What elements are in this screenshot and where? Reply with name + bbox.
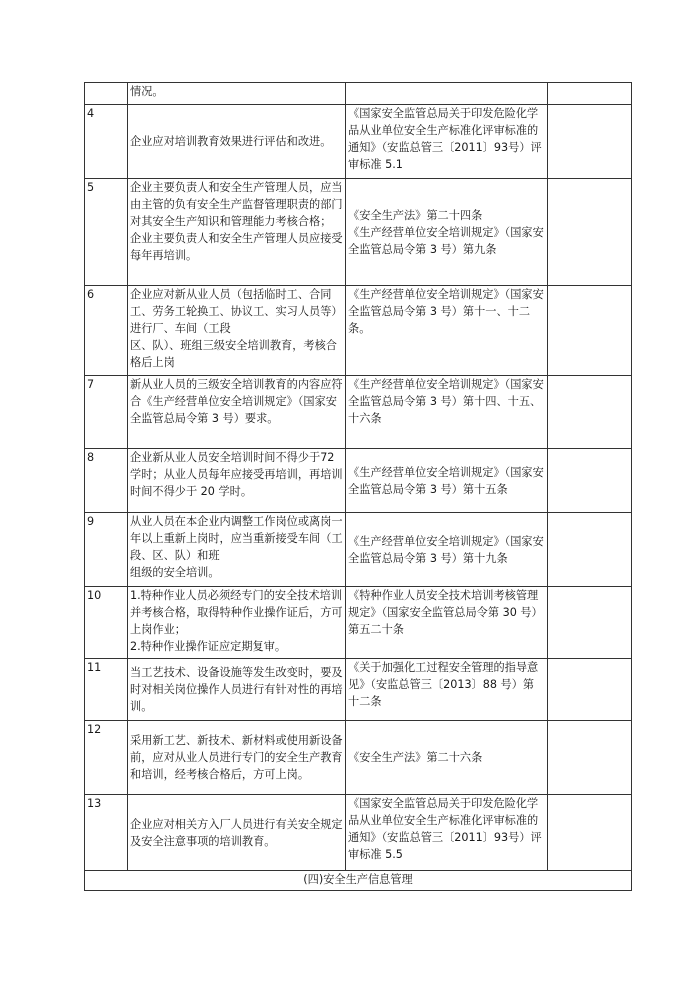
table-row bbox=[85, 721, 632, 795]
remark-cell bbox=[548, 376, 632, 449]
table-row bbox=[85, 795, 632, 871]
requirement-cell: 当工艺技术、设备设施等发生改变时，要及时对相关岗位操作人员进行有针对性的再培训。 bbox=[128, 659, 346, 721]
requirement-cell: 企业应对培训教育效果进行评估和改进。 bbox=[128, 105, 346, 179]
row-number: 4 bbox=[85, 105, 128, 179]
basis-cell: 《特种作业人员安全技术培训考核管理规定》（国家安全监管总局令第 30 号）第五二十条 bbox=[346, 587, 548, 659]
regulation-table bbox=[84, 82, 632, 891]
table-row bbox=[85, 587, 632, 659]
remark-cell bbox=[548, 659, 632, 721]
requirement-cell: 新从业人员的三级安全培训教育的内容应符合《生产经营单位安全培训规定》（国家安全监管总局令第 3 号）要求。 bbox=[128, 376, 346, 449]
remark-cell bbox=[548, 286, 632, 376]
row-number bbox=[85, 83, 128, 105]
remark-cell bbox=[548, 587, 632, 659]
row-number: 5 bbox=[85, 179, 128, 286]
basis-cell: 《生产经营单位安全培训规定》（国家安全监管总局令第 3 号）第十五条 bbox=[346, 449, 548, 513]
remark-cell bbox=[548, 449, 632, 513]
basis-cell: 《生产经营单位安全培训规定》（国家安全监管总局令第 3 号）第十九条 bbox=[346, 513, 548, 587]
remark-cell bbox=[548, 83, 632, 105]
basis-cell: 《安全生产法》第二十四条 《生产经营单位安全培训规定》（国家安全监管总局令第 3 号）第九条 bbox=[346, 179, 548, 286]
table-row bbox=[85, 83, 632, 105]
remark-cell bbox=[548, 721, 632, 795]
table-row bbox=[85, 449, 632, 513]
basis-cell: 《生产经营单位安全培训规定》（国家安全监管总局令第 3 号）第十四、十五、十六条 bbox=[346, 376, 548, 449]
requirement-cell: 采用新工艺、新技术、新材料或使用新设备前，应对从业人员进行专门的安全生产教育和培训，经考核合格后，方可上岗。 bbox=[128, 721, 346, 795]
row-number: 11 bbox=[85, 659, 128, 721]
requirement-cell: 企业新从业人员安全培训时间不得少于72 学时；从业人员每年应接受再培训，再培训时间不得少于 20 学时。 bbox=[128, 449, 346, 513]
row-number: 12 bbox=[85, 721, 128, 795]
basis-cell: 《国家安全监管总局关于印发危险化学品从业单位安全生产标准化评审标准的通知》（安监总管三〔2011〕93号）评审标准 5.5 bbox=[346, 795, 548, 871]
remark-cell bbox=[548, 105, 632, 179]
table-row bbox=[85, 179, 632, 286]
row-number: 7 bbox=[85, 376, 128, 449]
section-row bbox=[85, 871, 632, 891]
row-number: 13 bbox=[85, 795, 128, 871]
row-number: 8 bbox=[85, 449, 128, 513]
requirement-cell: 企业主要负责人和安全生产管理人员，应当由主管的负有安全生产监督管理职责的部门对其安全生产知识和管理能力考核合格； 企业主要负责人和安全生产管理人员应接受每年再培训。 bbox=[128, 179, 346, 286]
row-number: 9 bbox=[85, 513, 128, 587]
requirement-cell: 从业人员在本企业内调整工作岗位或离岗一年以上重新上岗时，应当重新接受车间（工段、区、队）和班 组级的安全培训。 bbox=[128, 513, 346, 587]
basis-cell: 《关于加强化工过程安全管理的指导意见》（安监总管三〔2013〕88 号）第十二条 bbox=[346, 659, 548, 721]
table-row bbox=[85, 376, 632, 449]
remark-cell bbox=[548, 513, 632, 587]
basis-cell: 《国家安全监管总局关于印发危险化学品从业单位安全生产标准化评审标准的通知》（安监总管三〔2011〕93号）评审标准 5.1 bbox=[346, 105, 548, 179]
table-row bbox=[85, 105, 632, 179]
basis-cell: 《生产经营单位安全培训规定》（国家安全监管总局令第 3 号）第十一、十二条。 bbox=[346, 286, 548, 376]
table-row bbox=[85, 513, 632, 587]
remark-cell bbox=[548, 179, 632, 286]
row-number: 10 bbox=[85, 587, 128, 659]
table-row bbox=[85, 659, 632, 721]
requirement-cell: 企业应对新从业人员（包括临时工、合同工、劳务工轮换工、协议工、实习人员等）进行厂、车间（工段 区、队）、班组三级安全培训教育，考核合格后上岗 bbox=[128, 286, 346, 376]
basis-cell: 《安全生产法》第二十六条 bbox=[346, 721, 548, 795]
row-number: 6 bbox=[85, 286, 128, 376]
requirement-cell: 情况。 bbox=[128, 83, 346, 105]
remark-cell bbox=[548, 795, 632, 871]
requirement-cell: 1.特种作业人员必须经专门的安全技术培训并考核合格，取得特种作业操作证后，方可上岗作业； 2.特种作业操作证应定期复审。 bbox=[128, 587, 346, 659]
section-title: (四)安全生产信息管理 bbox=[85, 871, 632, 891]
basis-cell bbox=[346, 83, 548, 105]
table-row bbox=[85, 286, 632, 376]
requirement-cell: 企业应对相关方入厂人员进行有关安全规定及安全注意事项的培训教育。 bbox=[128, 795, 346, 871]
